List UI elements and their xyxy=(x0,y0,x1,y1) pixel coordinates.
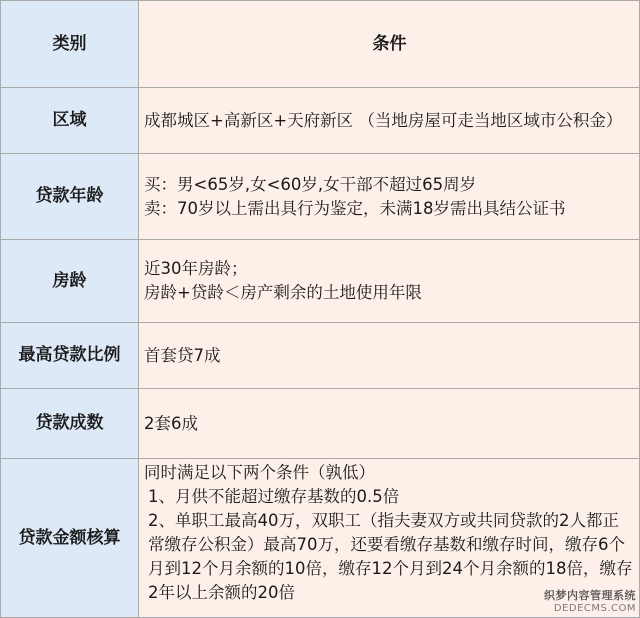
table-row xyxy=(1,240,640,323)
row-label-area: 区域 xyxy=(1,88,139,154)
row-value-area xyxy=(139,88,640,154)
value-line: 房龄+贷龄＜房产剩余的土地使用年限 xyxy=(144,283,422,302)
watermark-cn-text: 织梦内容管理系统 xyxy=(544,588,636,602)
watermark-en-text: DEDECMS.COM xyxy=(553,602,636,614)
row-label-loan-amount-calc: 贷款金额核算 xyxy=(1,459,139,618)
header-condition-cell: 条件 xyxy=(139,1,640,88)
row-label-loan-age: 贷款年龄 xyxy=(1,154,139,240)
header-category-cell: 类别 xyxy=(1,1,139,88)
value-line: 1、月供不能超过缴存基数的0.5倍 xyxy=(148,486,400,506)
row-label-loan-percentage: 贷款成数 xyxy=(1,389,139,459)
site-watermark xyxy=(518,590,636,614)
header-row xyxy=(1,1,640,88)
table-row xyxy=(1,154,640,240)
row-label-max-loan-ratio: 最高贷款比例 xyxy=(1,323,139,389)
value-line: 卖：70岁以上需出具行为鉴定，未满18岁需出具结公证书 xyxy=(144,198,566,218)
value-line: 同时满足以下两个条件（孰低） xyxy=(144,463,375,482)
row-label-house-age: 房龄 xyxy=(1,240,139,323)
table-row xyxy=(1,323,640,389)
value-line: 2、单职工最高40万，双职工（指夫妻双方或共同贷款的2人都正常缴存公积金）最高70万，还要看缴存基数和缴存时间，缴存6个月到12个月余额的10倍，缴存12个月到24个月余额的18倍，缴存2年以上余额的20倍 xyxy=(148,510,633,602)
value-line: 近30年房龄； xyxy=(144,259,248,279)
value-line: 首套贷7成 xyxy=(144,345,221,365)
value-line: 2套6成 xyxy=(144,413,198,433)
value-line: 买：男<65岁,女<60岁,女干部不超过65周岁 xyxy=(144,174,477,194)
table-row xyxy=(1,389,640,459)
row-value-loan-percentage xyxy=(139,389,640,459)
row-value-house-age xyxy=(139,240,640,323)
value-line: 成都城区+高新区+天府新区 （当地房屋可走当地区域市公积金） xyxy=(144,110,623,130)
row-value-max-loan-ratio xyxy=(139,323,640,389)
row-value-loan-age xyxy=(139,154,640,240)
table-row xyxy=(1,88,640,154)
